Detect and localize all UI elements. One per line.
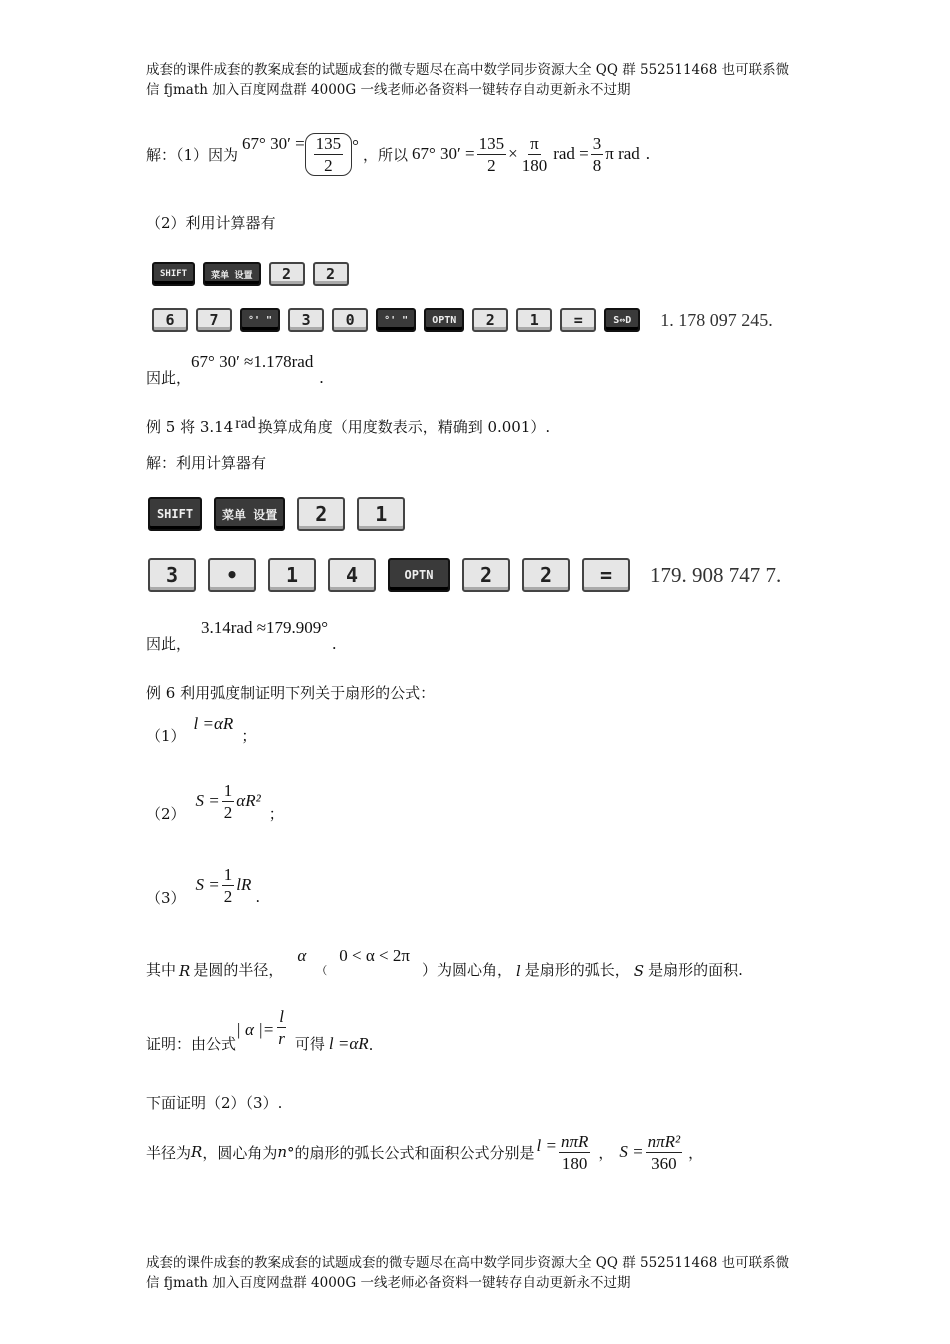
calc-keys-row-4 <box>148 558 781 592</box>
f2-den: 2 <box>487 155 496 175</box>
f4-num: 3 <box>592 133 602 153</box>
area-num: nπR² <box>647 1131 681 1151</box>
area-den: 360 <box>651 1153 677 1173</box>
last-text-b: ，圆心角为 <box>202 1143 278 1162</box>
next-proof: 下面证明（2）（3）. <box>146 1094 283 1112</box>
proof-text-b: 可得 <box>294 1035 325 1053</box>
shift-key: SHIFT <box>148 497 202 531</box>
formula-3-label: （3） <box>146 888 186 907</box>
key-4: 4 <box>328 558 376 592</box>
where-text-e: 是扇形的面积. <box>648 961 743 979</box>
key-1: 1 <box>268 558 316 592</box>
frac-135-num: 135 <box>315 133 342 153</box>
period: . <box>332 634 337 653</box>
symbol-R: R <box>191 1143 203 1161</box>
where-text-d: 是扇形的弧长， <box>524 961 630 979</box>
key-2: 2 <box>462 558 510 592</box>
formula-1-end: ； <box>241 727 257 745</box>
therefore-1 <box>146 354 324 388</box>
f3-num: π <box>530 133 539 153</box>
period: . <box>645 144 651 163</box>
key-2: 2 <box>313 262 349 286</box>
header-line-2: 信 fjmath 加入百度网盘群 4000G 一线老师必备资料一键转存自动更新永不过期 <box>146 82 631 98</box>
equals-key: = <box>582 558 630 592</box>
pi-rad: π rad <box>605 144 640 163</box>
f2-half-num: 1 <box>223 780 233 800</box>
last-text-a: 半径为 <box>146 1143 192 1162</box>
header-line-1: 成套的课件成套的教案成套的试题成套的微专题尽在高中数学同步资源大全 QQ 群 552511468 也可联系微 <box>146 62 790 78</box>
alpha-range: 0 < α < 2π <box>339 946 410 965</box>
key-1: 1 <box>357 497 405 531</box>
where-text-a: 其中 <box>146 961 177 979</box>
formula-2-post: αR² <box>236 791 261 810</box>
calc-result-2: 179. 908 747 7. <box>650 562 782 587</box>
menu-setup-key: 菜单 设置 <box>214 497 285 531</box>
where-text-c: ）为圆心角， <box>421 961 512 979</box>
paren-open: （ <box>316 964 328 977</box>
formula-3-pre: S = <box>195 875 220 894</box>
solution-5-text: 解：利用计算器有 <box>146 454 267 472</box>
dms-key: °' " <box>376 308 416 332</box>
calc-keys-row-3 <box>148 497 405 531</box>
footer-line-1: 成套的课件成套的教案成套的试题成套的微专题尽在高中数学同步资源大全 QQ 群 552511468 也可联系微 <box>146 1255 790 1271</box>
s-d-key: S⇔D <box>604 308 640 332</box>
symbol-alpha: α <box>297 946 307 965</box>
solution-1-mid: ，所以 <box>362 145 408 164</box>
calc-keys-row-1 <box>152 262 349 286</box>
proof-text-a: 证明：由公式 <box>146 1035 237 1053</box>
period: . <box>368 1036 374 1054</box>
formula-2 <box>146 776 284 826</box>
deg-expr-2: 67° 30′ = <box>411 144 475 163</box>
deg-expr-1: 67° 30′ = <box>242 134 305 153</box>
solution-1-line <box>146 128 650 180</box>
key-3: 3 <box>148 558 196 592</box>
arc-num: nπR <box>560 1131 589 1151</box>
f3-den: 180 <box>521 155 548 175</box>
optn-key: OPTN <box>388 558 450 592</box>
comma: ， <box>598 1143 614 1162</box>
formula-2-pre: S = <box>195 791 220 810</box>
therefore-label: 因此， <box>146 635 192 653</box>
formula-1-label: （1） <box>146 727 186 745</box>
period: . <box>319 368 324 387</box>
key-2: 2 <box>269 262 305 286</box>
formula-1 <box>146 712 256 746</box>
comma: ， <box>688 1143 704 1162</box>
last-text-c: °的扇形的弧长公式和面积公式分别是 <box>287 1143 535 1162</box>
solution-1-prefix: 解：（1）因为 <box>146 145 239 164</box>
formula-2-end: ； <box>268 804 284 823</box>
formula-3-end: . <box>255 888 261 906</box>
formula-3-post: lR <box>236 875 252 894</box>
footer-line-2: 信 fjmath 加入百度网盘群 4000G 一线老师必备资料一键转存自动更新永不过期 <box>146 1275 631 1291</box>
times-sign: × <box>508 144 518 163</box>
f2-half-den: 2 <box>223 802 233 822</box>
key-2: 2 <box>297 497 345 531</box>
formula-2-label: （2） <box>146 804 186 823</box>
optn-key: OPTN <box>424 308 464 332</box>
frac-135-den: 2 <box>324 155 333 175</box>
key-7: 7 <box>196 308 232 332</box>
symbol-l: l <box>515 962 521 980</box>
arc-den: 180 <box>561 1153 588 1173</box>
where-clause <box>146 944 743 980</box>
rad-unit: rad <box>235 415 256 432</box>
key-1: 1 <box>516 308 552 332</box>
f4-den: 8 <box>592 155 602 175</box>
therefore-label: 因此， <box>146 369 192 387</box>
equals-key: = <box>560 308 596 332</box>
symbol-R: R <box>179 962 191 980</box>
last-line <box>146 1128 703 1176</box>
solution-2-text: （2）利用计算器有 <box>146 214 276 232</box>
calc-result-1: 1. 178 097 245. <box>660 309 773 330</box>
example-5 <box>146 416 550 437</box>
example-5-rest: 换算成角度（用度数表示，精确到 0.001）. <box>257 418 551 436</box>
example-6: 例 6 利用弧度制证明下列关于扇形的公式： <box>146 684 436 702</box>
proof-line <box>146 1004 373 1054</box>
example-5-text: 例 5 将 3.14 <box>146 418 234 436</box>
proof-frac-num: l <box>279 1007 284 1026</box>
paren-fraction <box>305 133 353 176</box>
therefore-1-expr: 67° 30′ ≈1.178rad <box>191 352 314 371</box>
formula-1-expr: l =αR <box>193 714 234 733</box>
therefore-2 <box>146 620 336 654</box>
decimal-point-key: • <box>208 558 256 592</box>
therefore-2-expr: 3.14rad ≈179.909° <box>201 618 329 637</box>
shift-key: SHIFT <box>152 262 195 286</box>
menu-setup-key: 菜单 设置 <box>203 262 260 286</box>
f3-half-num: 1 <box>223 864 233 884</box>
calc-keys-row-2 <box>152 308 773 332</box>
formula-3 <box>146 860 260 910</box>
key-3: 3 <box>288 308 324 332</box>
key-6: 6 <box>152 308 188 332</box>
dms-key: °' " <box>240 308 280 332</box>
proof-frac-den: r <box>278 1029 285 1048</box>
area-pre: S = <box>619 1142 644 1161</box>
f3-half-den: 2 <box>223 886 233 906</box>
symbol-S: S <box>633 962 645 980</box>
key-2: 2 <box>522 558 570 592</box>
arc-length-pre: l = <box>536 1136 557 1155</box>
key-2: 2 <box>472 308 508 332</box>
proof-expr: l =αR <box>328 1034 369 1053</box>
symbol-n: n <box>277 1143 287 1161</box>
f2-num: 135 <box>478 133 505 153</box>
where-text-b: 是圆的半径， <box>193 961 284 979</box>
page-header <box>146 60 816 100</box>
rad-eq: rad = <box>553 144 589 163</box>
degree-unit: ° <box>352 136 359 155</box>
key-0: 0 <box>332 308 368 332</box>
page-footer <box>146 1253 816 1293</box>
abs-alpha: | α |= <box>236 1020 275 1039</box>
